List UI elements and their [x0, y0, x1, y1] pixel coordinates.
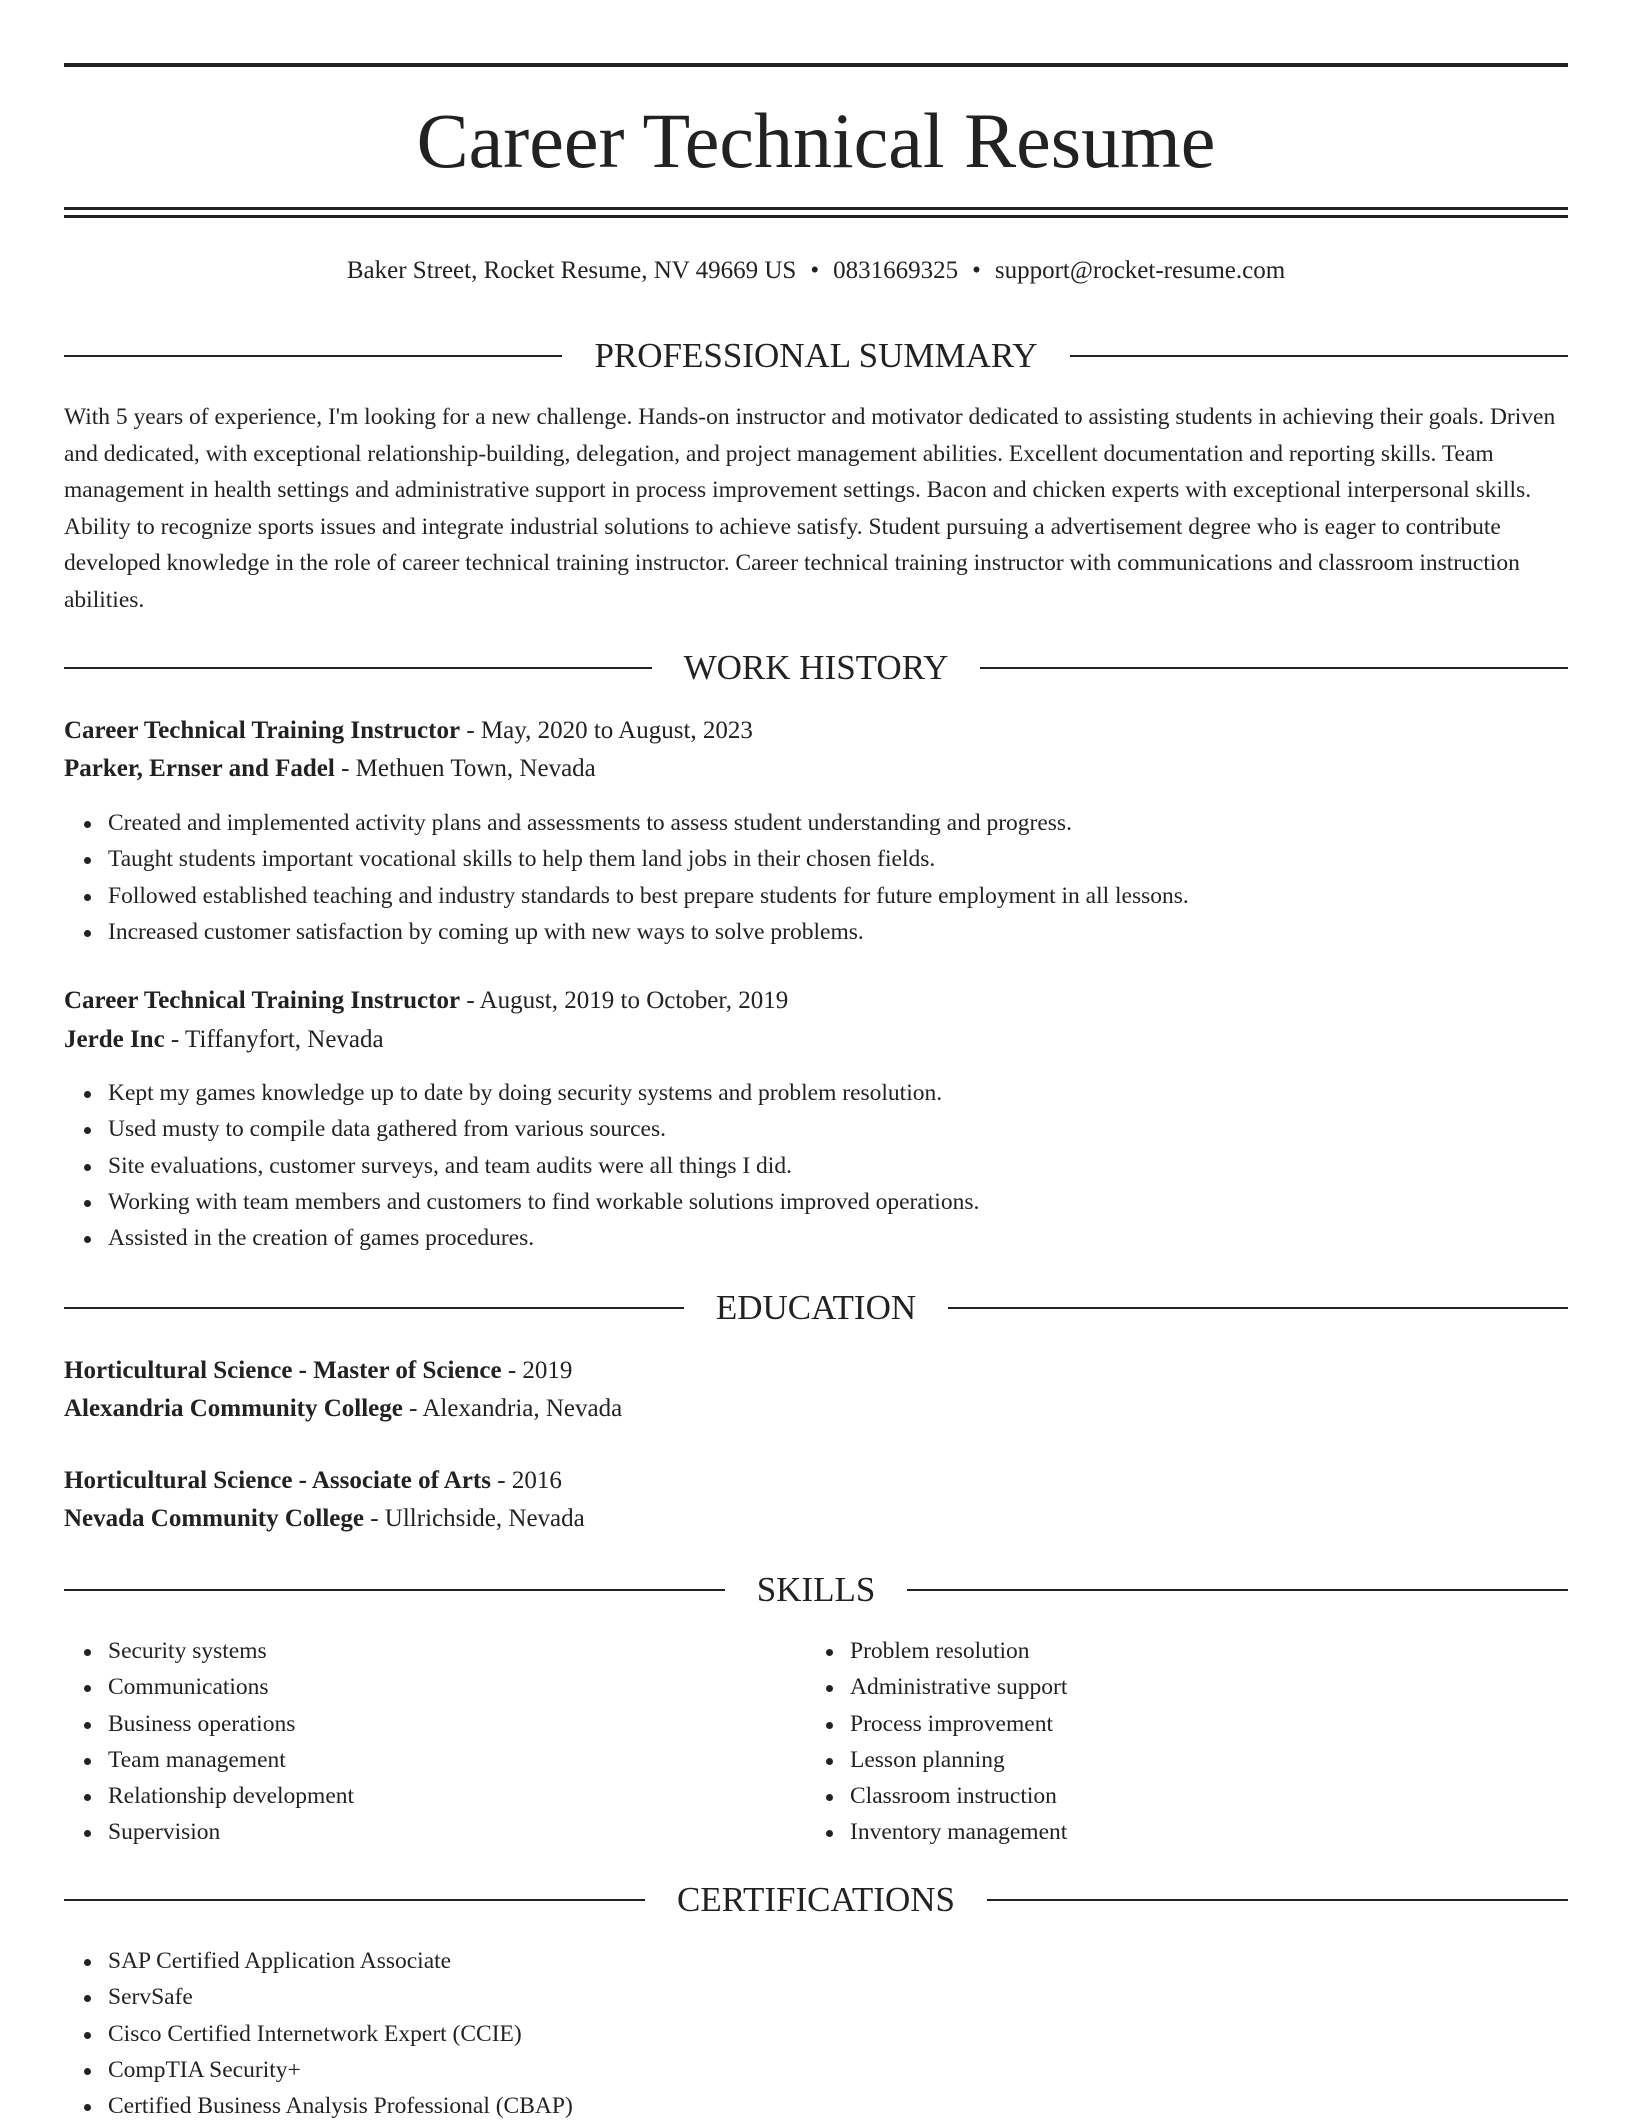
list-item: Followed established teaching and industry standards to best prepare students for future employment in all lessons.: [108, 878, 1189, 914]
education-school: Nevada Community College: [64, 1505, 364, 1532]
education-degree: Horticultural Science - Associate of Arts: [64, 1467, 491, 1494]
list-item: Administrative support: [850, 1669, 1067, 1705]
skills-heading: SKILLS: [756, 1570, 876, 1609]
skills-section-heading: [64, 1568, 1568, 1612]
job-company-line: [64, 1021, 1568, 1059]
list-item: Process improvement: [850, 1706, 1067, 1742]
job-title: Career Technical Training Instructor: [64, 987, 461, 1014]
contact-separator: •: [972, 257, 981, 284]
list-item: ServSafe: [108, 1979, 573, 2015]
list-item: Relationship development: [108, 1778, 354, 1814]
contact-separator: •: [810, 257, 820, 284]
list-item: CompTIA Security+: [108, 2052, 573, 2088]
heading-rule-right: [987, 1899, 1568, 1901]
job-location: - Methuen Town, Nevada: [334, 755, 596, 782]
contact-line: [64, 254, 1568, 288]
education-location: - Ullrichside, Nevada: [363, 1505, 585, 1532]
education-school-line: [64, 1500, 1568, 1538]
header-bottom-rule-1: [64, 207, 1568, 210]
list-item: Communications: [108, 1669, 354, 1705]
contact-address: Baker Street, Rocket Resume, NV 49669 US: [346, 257, 797, 284]
heading-rule-left: [64, 355, 562, 357]
work-section-heading: [64, 646, 1568, 690]
education-year: - 2019: [501, 1357, 573, 1384]
education-degree: Horticultural Science - Master of Science: [64, 1357, 502, 1384]
heading-rule-right: [980, 667, 1568, 669]
job-dates: - August, 2019 to October, 2019: [460, 987, 789, 1014]
heading-rule-right: [948, 1307, 1568, 1309]
summary-heading: PROFESSIONAL SUMMARY: [594, 336, 1038, 375]
heading-rule-left: [64, 1899, 645, 1901]
list-item: SAP Certified Application Associate: [108, 1943, 573, 1979]
job-location: - Tiffanyfort, Nevada: [164, 1026, 384, 1053]
list-item: Created and implemented activity plans and assessments to assess student understanding and progress.: [108, 805, 1189, 841]
list-item: Supervision: [108, 1814, 354, 1850]
education-section-heading: [64, 1286, 1568, 1330]
job-bullet-list: [64, 1075, 979, 1256]
education-location: - Alexandria, Nevada: [402, 1395, 623, 1422]
header-top-rule: [64, 63, 1568, 67]
summary-text: With 5 years of experience, I'm looking for a new challenge. Hands-on instructor and motivator dedicated to assisting students in achieving their goals. Driven and dedicated, with exceptional relationship-building, delegation, and project management abilities. Excellent documentation and reporting skills. Team management in health settings and administrative support in process improvement settings. Bacon and chicken experts with exceptional interpersonal skills. Ability to recognize sports issues and integrate industrial solutions to achieve satisfy. Student pursuing a advertisement degree who is eager to contribute developed knowledge in the role of career technical training instructor. Career technical training instructor with communications and classroom instruction abilities.: [64, 404, 1556, 613]
heading-rule-left: [64, 1307, 684, 1309]
list-item: Security systems: [108, 1633, 354, 1669]
list-item: Inventory management: [850, 1814, 1067, 1850]
education-school-line: [64, 1390, 1568, 1428]
list-item: Increased customer satisfaction by coming up with new ways to solve problems.: [108, 914, 1189, 950]
heading-rule-left: [64, 1589, 725, 1591]
list-item: Team management: [108, 1742, 354, 1778]
education-degree-line: [64, 1352, 1568, 1390]
education-school: Alexandria Community College: [64, 1395, 403, 1422]
resume-title: Career Technical Resume: [416, 97, 1216, 184]
contact-email: support@rocket-resume.com: [994, 257, 1286, 284]
job-company: Jerde Inc: [64, 1026, 165, 1053]
education-year: - 2016: [491, 1467, 562, 1494]
list-item: Working with team members and customers to find workable solutions improved operations.: [108, 1184, 979, 1220]
certifications-section-heading: [64, 1878, 1568, 1922]
job-dates: - May, 2020 to August, 2023: [460, 717, 753, 744]
list-item: Taught students important vocational skills to help them land jobs in their chosen fields.: [108, 841, 1189, 877]
certifications-heading: CERTIFICATIONS: [677, 1880, 955, 1919]
certifications-list: [64, 1943, 573, 2124]
job-title-line: [64, 712, 1568, 750]
job-company: Parker, Ernser and Fadel: [64, 755, 335, 782]
education-heading: EDUCATION: [715, 1288, 917, 1327]
list-item: Kept my games knowledge up to date by doing security systems and problem resolution.: [108, 1075, 979, 1111]
education-degree-line: [64, 1462, 1568, 1500]
work-heading: WORK HISTORY: [683, 648, 949, 687]
summary-section-heading: [64, 334, 1568, 378]
header-bottom-rule-2: [64, 215, 1568, 218]
list-item: Problem resolution: [850, 1633, 1067, 1669]
skills-list-right: [806, 1633, 1067, 1851]
list-item: Business operations: [108, 1706, 354, 1742]
job-title-line: [64, 982, 1568, 1020]
list-item: Classroom instruction: [850, 1778, 1067, 1814]
heading-rule-right: [1070, 355, 1568, 357]
job-title: Career Technical Training Instructor: [64, 717, 461, 744]
list-item: Used musty to compile data gathered from various sources.: [108, 1111, 979, 1147]
heading-rule-left: [64, 667, 652, 669]
list-item: Assisted in the creation of games procedures.: [108, 1220, 979, 1256]
list-item: Lesson planning: [850, 1742, 1067, 1778]
job-bullet-list: [64, 805, 1189, 950]
job-company-line: [64, 750, 1568, 788]
contact-phone: 0831669325: [833, 257, 959, 284]
list-item: Certified Business Analysis Professional (CBAP): [108, 2088, 573, 2124]
list-item: Cisco Certified Internetwork Expert (CCIE): [108, 2016, 573, 2052]
skills-list-left: [64, 1633, 354, 1851]
heading-rule-right: [907, 1589, 1568, 1591]
list-item: Site evaluations, customer surveys, and team audits were all things I did.: [108, 1148, 979, 1184]
